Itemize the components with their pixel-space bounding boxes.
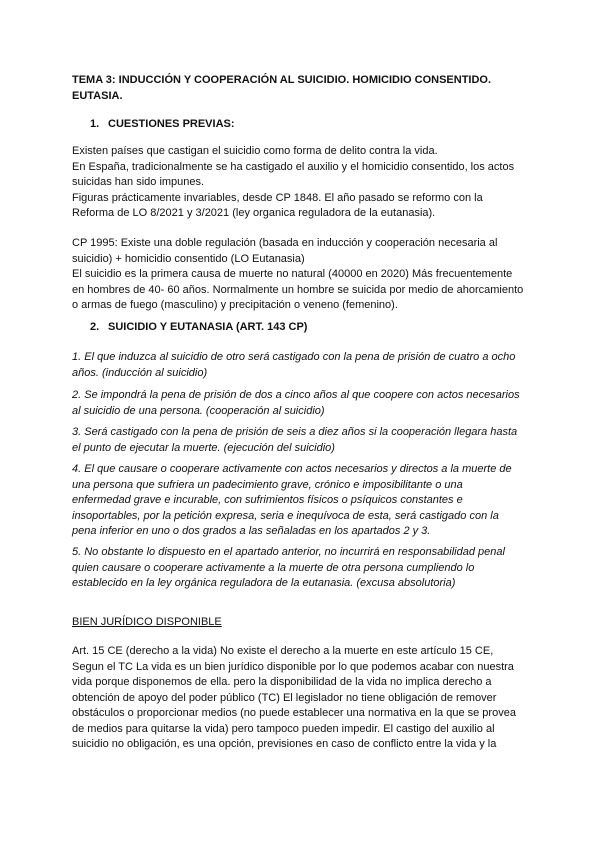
text-line: en hombres de 40- 60 años. Normalmente un hombre se suicida por medio de ahorcamiento (72, 283, 524, 296)
article-paragraph-4 (72, 462, 532, 540)
text-line: enfermedad grave e incurable, con sufrimientos físicos o psíquicos constantes e (72, 494, 463, 506)
section-label: CUESTIONES PREVIAS: (108, 118, 235, 130)
article-paragraph-1 (72, 350, 532, 381)
text-line: 5. No obstante lo dispuesto en el apartado anterior, no incurrirá en responsabilidad penal (72, 546, 505, 558)
text-line: el punto de ejecutar la muerte. (ejecución del suicidio) (72, 441, 335, 454)
subheading-bien-juridico: BIEN JURÍDICO DISPONIBLE (72, 616, 222, 628)
text-line: insoportables, por la petición expresa, seria e inequívoca de esta, será castigado con la (72, 509, 499, 522)
paragraph-cp1995 (72, 236, 532, 314)
text-line: Reforma de LO 8/2021 y 3/2021 (ley organica reguladora de la eutanasia). (72, 207, 436, 219)
title-line: TEMA 3: INDUCCIÓN Y COOPERACIÓN AL SUICIDIO. HOMICIDIO CONSENTIDO. (72, 74, 492, 86)
document-title (72, 72, 532, 104)
text-line: Existen países que castigan el suicidio como forma de delito contra la vida. (72, 145, 438, 157)
paragraph-intro (72, 144, 532, 222)
text-line: vida porque disponemos de ella. pero la disponibilidad de la vida no implica derecho a (72, 676, 492, 688)
text-line: o armas de fuego (masculino) y precipitación o veneno (femenino). (72, 299, 398, 311)
article-paragraph-3 (72, 425, 532, 456)
article-paragraph-2 (72, 388, 532, 419)
paragraph-art15 (72, 644, 532, 753)
text-line: Segun el TC La vida es un bien jurídico disponible por lo que podemos acabar con nuestra (72, 660, 514, 673)
section-label: SUICIDIO Y EUTANASIA (ART. 143 CP) (108, 321, 308, 333)
text-line: quien causare o cooperare activamente a la muerte de otra persona cumpliendo lo (72, 561, 475, 574)
text-line: Art. 15 CE (derecho a la vida) No existe el derecho a la muerte en este artículo 15 CE, (72, 645, 494, 657)
text-line: obstáculos o proporcionar medios (no puede establecer una normativa en la que se provea (72, 707, 516, 719)
text-line: El suicidio es la primera causa de muerte no natural (40000 en 2020) Más frecuentemente (72, 268, 513, 280)
text-line: En España, tradicionalmente se ha castigado el auxilio y el homicidio consentido, los actos (72, 160, 515, 173)
text-line: de medios para quitarse la vida) pero tampoco pueden impedir. El castigo del auxilio al (72, 722, 495, 735)
text-line: 4. El que causare o cooperare activamente con actos necesarios y directos a la muerte de (72, 463, 512, 475)
text-line: al suicidio de una persona. (cooperación al suicidio) (72, 404, 325, 417)
text-line: Figuras prácticamente invariables, desde CP 1848. El año pasado se reformo con la (72, 191, 483, 204)
text-line: una persona que sufriera un padecimiento grave, crónico e imposibilitante o una (72, 478, 463, 491)
text-line: pena inferior en uno o dos grados a las señaladas en los apartados 2 y 3. (72, 525, 431, 537)
section-heading-1 (90, 118, 235, 130)
text-line: establecido en la ley orgánica reguladora de la eutanasia. (excusa absolutoria) (72, 577, 456, 589)
text-line: 1. El que induzca al suicidio de otro será castigado con la pena de prisión de cuatro a ocho (72, 351, 516, 363)
section-number: 1. (90, 118, 100, 130)
text-line: años. (inducción al suicidio) (72, 366, 208, 379)
text-line: obtención de apoyo del poder público (TC) El legislador no tiene obligación de remover (72, 691, 497, 704)
text-line: 2. Se impondrá la pena de prisión de dos a cinco años al que coopere con actos necesarios (72, 389, 520, 401)
text-line: 3. Será castigado con la pena de prisión de seis a diez años si la cooperación llegara hasta (72, 426, 518, 438)
article-paragraph-5 (72, 545, 532, 592)
text-line: suicidio no obligación, es una opción, previsiones en caso de conflicto entre la vida y la (72, 738, 497, 750)
title-line: EUTASIA. (72, 90, 123, 102)
section-heading-2 (90, 321, 307, 333)
text-line: suicidas han sido impunes. (72, 176, 205, 188)
text-line: suicidio) + homicidio consentido (LO Eutanasia) (72, 252, 305, 265)
section-number: 2. (90, 321, 100, 333)
text-line: CP 1995: Existe una doble regulación (basada en inducción y cooperación necesaria al (72, 237, 498, 249)
